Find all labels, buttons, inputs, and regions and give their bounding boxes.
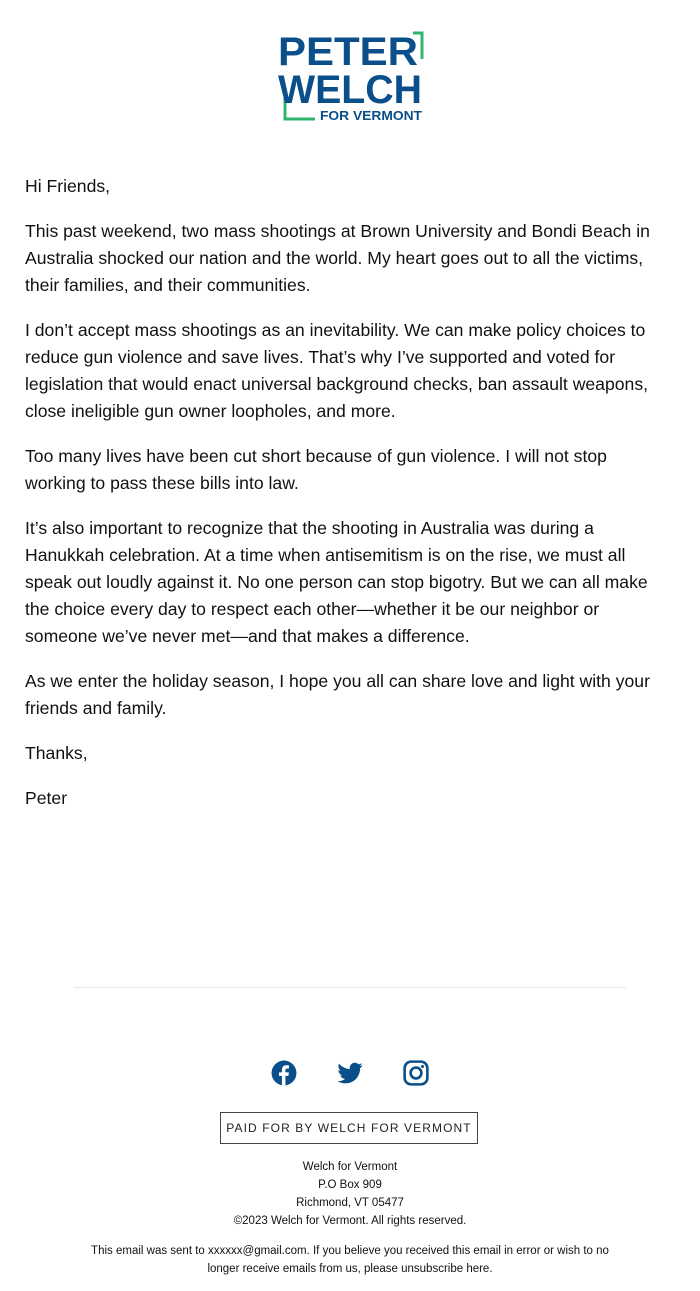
paragraph-3: Too many lives have been cut short because of gun violence. I will not stop working to pass these bills into law. bbox=[25, 446, 607, 493]
logo-line-for-vermont: FOR VERMONT bbox=[320, 108, 423, 123]
notice-suffix: . bbox=[489, 1263, 493, 1275]
logo-line-peter: PETER bbox=[278, 30, 419, 74]
facebook-icon bbox=[271, 1060, 297, 1086]
recipient-email-link[interactable]: xxxxxx@gmail.com bbox=[208, 1245, 307, 1257]
email-body bbox=[25, 173, 670, 830]
address-po-box: P.O Box 909 bbox=[318, 1179, 382, 1191]
instagram-link[interactable] bbox=[403, 1060, 429, 1086]
paid-for-disclaimer: PAID FOR BY WELCH FOR VERMONT bbox=[220, 1112, 478, 1144]
mailing-address bbox=[0, 1158, 700, 1230]
address-city: Richmond, VT 05477 bbox=[296, 1197, 404, 1209]
footer-divider bbox=[74, 987, 626, 988]
notice-prefix: This email was sent to bbox=[91, 1245, 209, 1257]
facebook-link[interactable] bbox=[271, 1060, 297, 1086]
logo-mark bbox=[275, 27, 427, 127]
greeting: Hi Friends, bbox=[25, 176, 111, 196]
copyright: ©2023 Welch for Vermont. All rights reserved. bbox=[233, 1215, 467, 1227]
email-notice bbox=[75, 1242, 625, 1278]
paragraph-1: This past weekend, two mass shootings at Brown University and Bondi Beach in Australia shocked our nation and the world. My heart goes out to all the victims, their families, and their communities. bbox=[25, 221, 650, 295]
social-links bbox=[0, 1060, 700, 1088]
notice-middle: . If you believe you received this email in error or wish to no longer receive emails from us, please bbox=[207, 1245, 609, 1275]
twitter-icon bbox=[337, 1060, 363, 1086]
logo-line-welch: WELCH bbox=[278, 68, 422, 112]
paragraph-2: I don’t accept mass shootings as an inevitability. We can make policy choices to reduce gun violence and save lives. That’s why I’ve supported and voted for legislation that would enact universal background checks, ban assault weapons, close ineligible gun owner loopholes, and more. bbox=[25, 320, 649, 421]
campaign-logo bbox=[275, 27, 427, 127]
paragraph-5: As we enter the holiday season, I hope you all can share love and light with your friends and family. bbox=[25, 671, 650, 718]
twitter-link[interactable] bbox=[337, 1060, 363, 1086]
closing: Thanks, bbox=[25, 743, 88, 763]
paragraph-4: It’s also important to recognize that the shooting in Australia was during a Hanukkah celebration. At a time when antisemitism is on the rise, we must all speak out loudly against it. No one person can stop bigotry. But we can all make the choice every day to respect each other—whether it be our neighbor or someone we’ve never met—and that makes a difference. bbox=[25, 518, 648, 646]
unsubscribe-link[interactable]: unsubscribe here bbox=[401, 1263, 490, 1275]
instagram-icon bbox=[403, 1060, 429, 1086]
address-org: Welch for Vermont bbox=[302, 1161, 398, 1173]
signature: Peter bbox=[25, 788, 68, 808]
